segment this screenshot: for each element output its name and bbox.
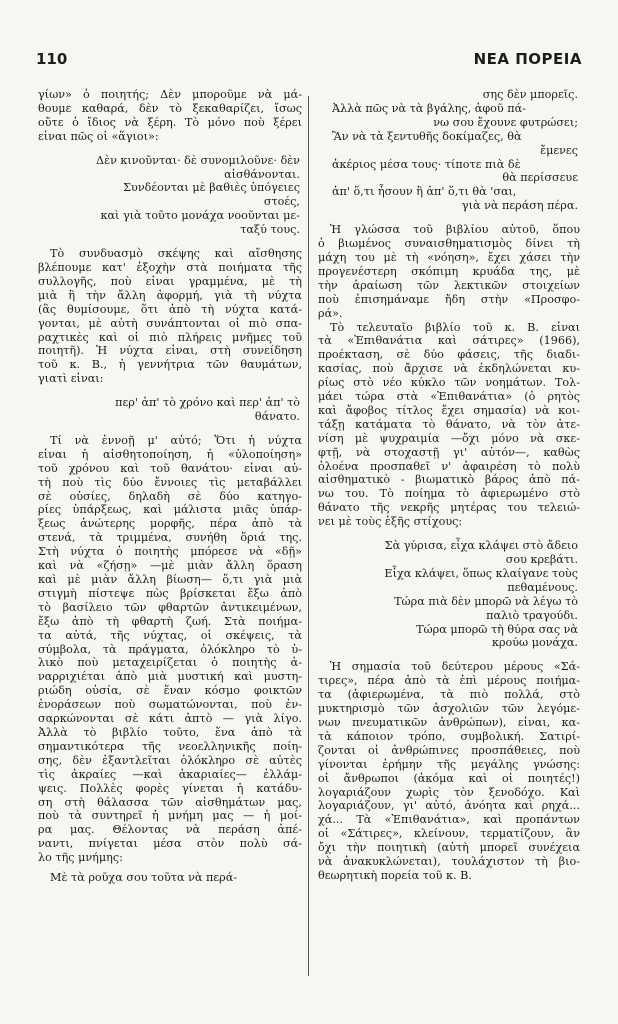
text-line: ὄχι τὴν ποιητικὴ (αὐτὴ μπορεῖ συνέχεια <box>318 841 580 855</box>
text-line: οἱ «Σάτιρες», κλείνουν, τερματίζουν, ἂν <box>318 827 580 841</box>
text-line: ζονται οἱ ἀνθρώπινες προσπάθειες, ποὺ <box>318 743 580 757</box>
paragraph <box>38 247 302 386</box>
text-line: νω του. Τὸ ποίημα τὸ ἀφιερωμένο στὸ <box>318 487 580 501</box>
text-line: τιρες», πέρα ἀπὸ τὰ ἐπὶ μέρους ποιήμα- <box>318 674 580 688</box>
verse-line: γιὰ νὰ περάση πέρα. <box>461 199 578 213</box>
text-line: ρίως στὸ νέο κύκλο τῶν νοημάτων. Τολ- <box>318 376 580 390</box>
text-line: καὶ ἄφοβος τίτλος ἔχει σημασία) νὰ κοι- <box>318 403 580 417</box>
page-header <box>36 50 582 72</box>
text-line: Μὲ τὰ ροῦχα σου τοῦτα νὰ περά- <box>50 871 238 885</box>
text-line: ραχτικὲς καὶ οἱ πιὸ πλήρεις μνῆμες τοῦ <box>38 330 302 344</box>
text-line: τα (ἀφιερωμένα, τὰ πιὸ πολλά, στὸ <box>318 688 580 702</box>
text-line: νων πνευματικῶν ἀνθρώπων), εἶναι, κα- <box>318 715 580 729</box>
text-line: στενά, τὰ τριμμένα, συνήθη ὅριά της. <box>38 531 302 545</box>
text-line: σύμβολα, τὰ πράγματα, ὁλόκληρο τὸ ὑ- <box>38 642 302 656</box>
text-line: ποιητῆ). Ἡ νύχτα εἶναι, στὴ συνείδηση <box>38 344 302 358</box>
text-line: ναντι, πνίγεται μέσα στὸν πολὺ σά- <box>38 837 302 851</box>
text-line: μιὰ ἢ τὴν ἄλλη ἀφορμή, γιὰ τὴ νύχτα <box>38 288 302 302</box>
text-line: Ἀλλὰ τὸ βιβλίο τοῦτο, ἕνα ἀπὸ τὰ <box>38 725 302 739</box>
paragraph <box>318 660 580 883</box>
text-line: (ἂς θυμίσουμε, ὅτι ἀπὸ τὴ νύχτα κατά- <box>38 302 302 316</box>
text-line: εἶναι ἡ αἰσθητοποίηση, ἡ «ὑλοποίηση» <box>38 447 302 461</box>
text-line: τὸ βασίλειο τῶν φθαρτῶν ἀντικειμένων, <box>38 600 302 614</box>
text-line: νίση μὲ ψυχραιμία —ὄχι μόνο νὰ σκε- <box>318 431 580 445</box>
verse-line: στοές, <box>263 195 300 209</box>
text-line: συλλογῆς, ποὺ εἶναι γραμμένα, μὲ τὴ <box>38 274 302 288</box>
text-line: χά... Τὰ «Ἐπιθανάτια», καὶ προπάντων <box>318 813 580 827</box>
running-title: ΝΕΑ ΠΟΡΕΙΑ <box>473 50 582 68</box>
text-line: ριώδη οὐσία, σὲ ἕναν κόσμο φοικτῶν <box>38 684 302 698</box>
text-line: ποὺ τὰ συντηρεῖ ἡ μνήμη μας — ἡ μοί- <box>38 809 302 823</box>
verse-line: σης δὲν μπορεῖς. <box>482 88 578 101</box>
text-line: σαρκώνονται σὲ κάτι ἀπτὸ — γιὰ λίγο. <box>38 712 302 726</box>
text-line: ρά». <box>318 306 343 320</box>
text-line: μάχη του μὲ τὴ «νόηση», ἔχει χάσει τὴν <box>318 250 580 264</box>
text-line: θάνατο τῆς νεκρῆς μητέρας του τελειώ- <box>318 501 580 515</box>
text-line: ναρριχιέται ἀπὸ μιὰ μυστική καὶ μυστη- <box>38 670 302 684</box>
text-line: Τί νὰ ἐννοῇ μ' αὐτό; Ὅτι ἡ νύχτα <box>50 433 302 447</box>
verse-line: νω σου ἔχουνε φυτρώσει; <box>433 115 578 129</box>
text-line: ψεις. Πολλὲς φορὲς γίνεται ἡ κατάδυ- <box>38 781 302 795</box>
text-line: εἶναι πῶς οἱ «ἅγιοι»: <box>38 129 159 143</box>
text-line: θεωρητικὴ πορεία τοῦ κ. Β. <box>318 868 472 882</box>
verse-line: Εἶχα κλάψει, ὅπως κλαίγανε τοὺς <box>384 566 578 580</box>
verse-line: Τώρα μπορῶ τὴ θύρα σας νὰ <box>416 622 578 636</box>
text-line: ποὺ ἐπισημάναμε ἤδη στὴν «Προσφο- <box>318 292 580 306</box>
verse-block <box>38 154 302 237</box>
text-line: γίων» ὁ ποιητής; Δὲν μποροῦμε νὰ μά- <box>38 88 302 101</box>
paragraph <box>318 223 580 320</box>
text-line: μάει τώρα στὰ «Ἐπιθανάτια» (ὁ ρητὸς <box>318 390 580 404</box>
text-line: γίνονται ἐρήμην τῆς μεγάλης γνώσης: <box>318 757 580 771</box>
text-line: Ἡ γλώσσα τοῦ βιβλίου αὐτοῦ, ὅπου <box>330 223 580 237</box>
text-line: φτῇ, νὰ στοχαστῇ γι' αὐτόν—, καθὼς <box>318 445 580 459</box>
paragraph <box>38 434 302 865</box>
verse-line: ἔμενες <box>540 143 578 157</box>
paragraph <box>38 88 302 144</box>
verse-line: κρούω μονάχα. <box>491 636 578 650</box>
verse-line: ἀκέριος μέσα τους· τίποτε πιὰ δὲ <box>332 157 521 171</box>
verse-line: Τώρα πιὰ δὲν μπορῶ νὰ λέγω τὸ <box>394 594 578 608</box>
text-line: Ἡ σημασία τοῦ δεύτερου μέρους «Σά- <box>330 660 580 674</box>
text-line: ἐνοράσεων ποὺ σωματώνονται, ποὺ ἐν- <box>38 698 302 712</box>
verse-line: πεθαμένους. <box>507 580 578 594</box>
text-line: λικὸ ποὺ μεταχειρίζεται ὁ ποιητὴς ἀ- <box>38 656 302 670</box>
right-column <box>318 88 580 883</box>
verse-line: ἀπ' ὅ,τι ἦσουν ἢ ἀπ' ὅ,τι θὰ 'σαι, <box>332 185 517 199</box>
text-line: σης, δὲν ἐξαντλεῖται ὁλόκληρο σὲ αὐτὲς <box>38 753 302 767</box>
text-line: οὔτε ὁ ἴδιος νὰ ξέρη. Τὸ μόνο ποὺ ξέρει <box>38 115 302 129</box>
verse-line: Δὲν κινοῦνται· δὲ συνομιλοῦνε· δὲν <box>95 153 300 167</box>
text-line: ρα μας. Θέλοντας νὰ περάση ἀπέ- <box>38 823 302 837</box>
text-line: τὰ «Ἐπιθανάτια καὶ σάτιρες» (1966), <box>318 334 580 348</box>
text-line: γονται, μὲ αὐτὴ συνάπτονται οἱ πιὸ σπα- <box>38 316 302 330</box>
text-line: σὲ οὐσίες, δηλαδὴ σὲ δύο κατηγο- <box>38 489 302 503</box>
text-line: τὴν ἀραίωση τῶν λεκτικῶν στοιχείων <box>318 278 580 292</box>
text-line: οἱ ἄνθρωποι (ἀκόμα καὶ οἱ ποιητές!) <box>318 771 580 785</box>
verse-line: Σὰ γύρισα, εἶχα κλάψει στὸ ἄδειο <box>384 539 578 553</box>
text-line: νει μὲ τοὺς ἑξῆς στίχους: <box>318 515 463 529</box>
verse-line: θὰ περίσσευε <box>502 171 578 185</box>
text-line: στιγμὴ πίστεψε πὼς βρίσκεται ἔξω ἀπὸ <box>38 586 302 600</box>
text-line: αἰσθηματικὸ - βιωματικὸ βάρος ἀπὸ πά- <box>318 473 580 487</box>
verse-line: καὶ γιὰ τοῦτο μονάχα νοοῦνται με- <box>100 209 300 223</box>
verse-block <box>38 396 302 424</box>
text-line: ὁλοένα προσπαθεῖ ν' ἀφαιρέση τὸ πολὺ <box>318 459 580 473</box>
text-line: τα αὐτά, τῆς νύχτας, οἱ σκέψεις, τὰ <box>38 628 302 642</box>
text-line: ρίες ὑπάρξεως, καὶ μάλιστα μιᾶς ὑπάρ- <box>38 503 302 517</box>
text-line: ξεως ἀνώτερης μορφῆς, πέρα ἀπὸ τὰ <box>38 517 302 531</box>
text-line: καὶ μὲ μιὰν ἄλλη βίωση— ὅ,τι γιὰ μιὰ <box>38 573 302 586</box>
text-line: ση στὴ θάλασσα τῶν αἰσθημάτων μας, <box>38 795 302 809</box>
text-line: τὰ κάποιον τρόπο, συμβολική. Σατιρί- <box>318 729 580 743</box>
text-line: τοῦ χρόνου καὶ τοῦ θανάτου· εἶναι αὐ- <box>38 461 302 475</box>
text-line: Τὸ συνδυασμὸ σκέψης καὶ αἴσθησης <box>50 247 302 261</box>
verse-block <box>318 88 580 213</box>
text-line: τὶς ἀκραίες —καὶ ἀκαριαίες— ἐλλάμ- <box>38 767 302 781</box>
text-line: λο τῆς μνήμης: <box>38 851 123 865</box>
verse-line: αἰσθάνονται. <box>224 167 300 181</box>
text-line: θουμε καθαρά, δὲν τὸ ξεκαθαρίζει, ἴσως <box>38 101 302 115</box>
text-line: τάξῃ κατάματα τὸ θάνατο, νὰ τὸν ἀτε- <box>318 417 580 431</box>
text-line: Στὴ νύχτα ὁ ποιητὴς μπόρεσε νὰ «δῇ» <box>38 545 302 559</box>
text-line: ἔξω ἀπὸ τὴ φθαρτὴ ζωή. Στὰ ποιήμα- <box>38 614 302 628</box>
text-line: γιατὶ εἶναι: <box>38 372 104 386</box>
verse-line: θάνατο. <box>254 410 300 424</box>
verse-line: περ' ἀπ' τὸ χρόνο καὶ περ' ἀπ' τὸ <box>115 396 300 410</box>
text-line: τοῦ κ. Β., ἡ γεννήτρια τῶν θαυμάτων, <box>38 358 302 372</box>
text-line: Τὸ τελευταῖο βιβλίο τοῦ κ. Β. εἶναι <box>330 320 580 334</box>
text-line: καὶ νὰ «ζήσῃ» —μὲ μιὰν ἄλλη ὅραση <box>38 559 302 573</box>
text-line: βλέπουμε κατ' ἐξοχὴν στὰ ποιήματα τῆς <box>38 260 302 274</box>
text-line: σημαντικότερα τῆς νεοελληνικῆς ποίη- <box>38 739 302 753</box>
text-line: προγενέστερη σκόπιμη κρυάδα της, μὲ <box>318 264 580 278</box>
page-number: 110 <box>36 50 68 68</box>
verse-block <box>318 539 580 650</box>
text-line: λογαριάζουν, γι' αὐτό, ἀνόητα καὶ ρηχά... <box>318 799 580 813</box>
verse-line: σου κρεβάτι. <box>505 553 578 566</box>
verse-line: παλιὸ τραγούδι. <box>486 608 578 622</box>
verse-line: Ἂν νὰ τὰ ξεντυθῆς δοκίμαζες, θὰ <box>332 129 522 143</box>
verse-line: Συνδέονται μὲ βαθιὲς ὑπόγειες <box>123 181 300 195</box>
left-column <box>38 88 302 885</box>
text-line: μυκτηρισμὸ τῶν ἀσχολιῶν τῶν λεγόμε- <box>318 702 580 716</box>
column-divider <box>308 96 309 976</box>
verse-line: Ἀλλὰ πῶς νὰ τὰ βγάλης, ἀφοῦ πά- <box>332 101 526 115</box>
text-line: λογαριάζουν χωρὶς τὸν ξενοδόχο. Καὶ <box>318 785 580 799</box>
paragraph <box>318 321 580 530</box>
verse-line: ταξύ τους. <box>240 223 300 237</box>
text-line: προέκταση, σὲ δύο φάσεις, τῆς διαδι- <box>318 348 580 362</box>
text-line: κασίας, ποὺ ἄρχισε νὰ ἐκδηλώνεται κυ- <box>318 362 580 376</box>
text-line: τὴ ποὺ τὶς δύο ἔννοιες τὶς μεταβάλλει <box>38 475 302 489</box>
text-line: ὁ βιωμένος συναισθηματισμὸς δίνει τὴ <box>318 237 580 251</box>
text-line: νὰ ἀνακυκλώνεται), τουλάχιστον τὴ βιο- <box>318 855 580 869</box>
